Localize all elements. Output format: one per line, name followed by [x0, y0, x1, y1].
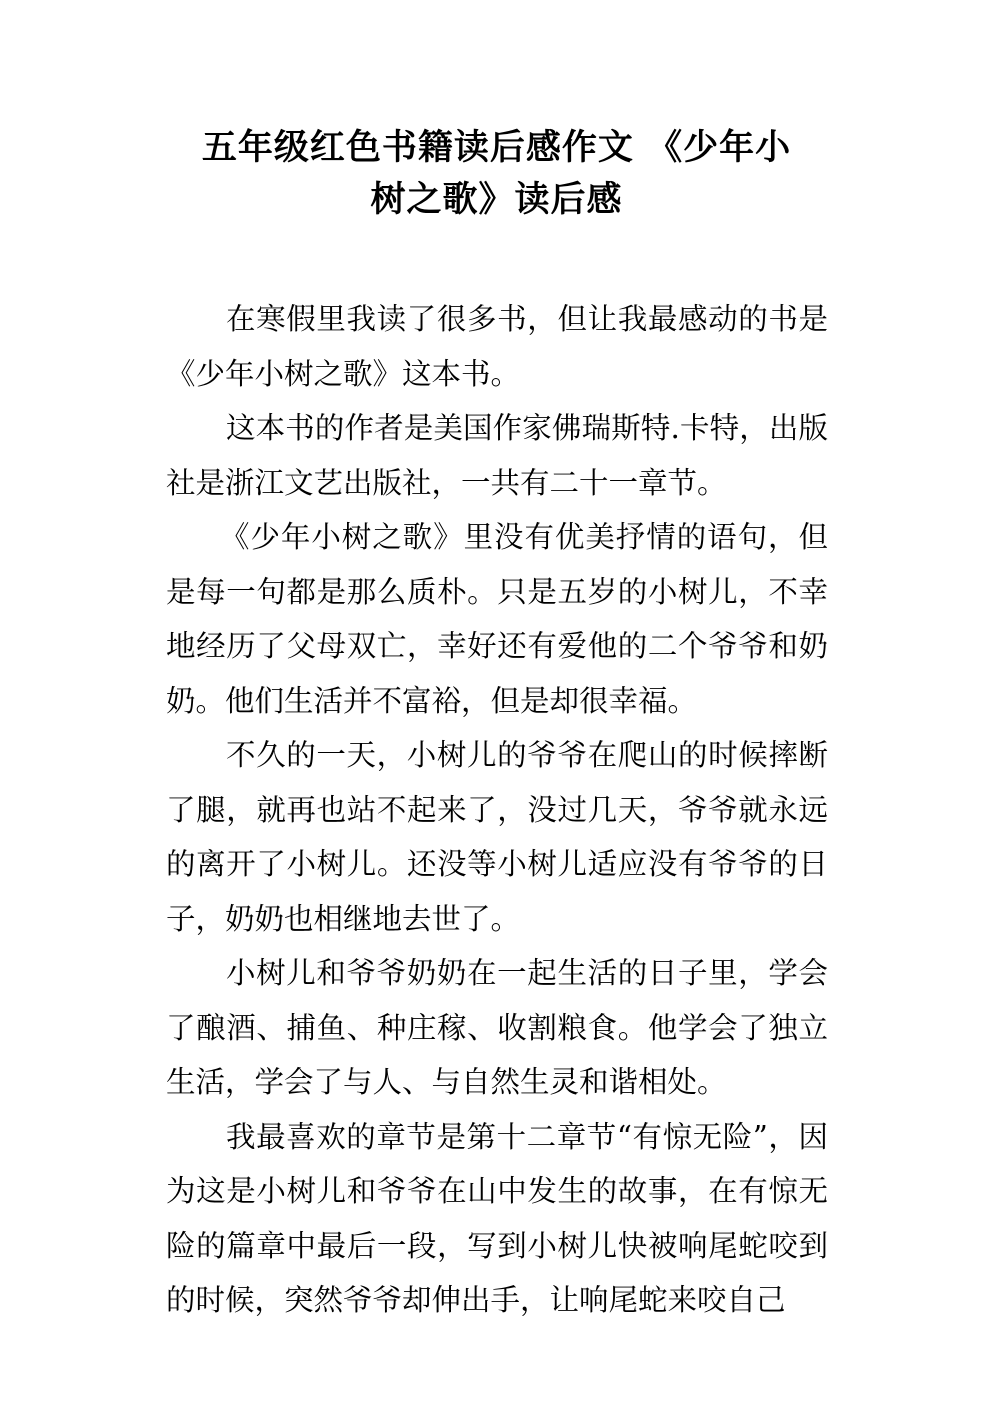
- title-line-1: 五年级红色书籍读后感作文 《少年小: [201, 128, 792, 168]
- title-line-2: 树之歌》读后感: [370, 180, 623, 220]
- paragraph-3: 《少年小树之歌》里没有优美抒情的语句，但是每一句都是那么质朴。只是五岁的小树儿，不幸地经历了父母双亡，幸好还有爱他的二个爷爷和奶奶。他们生活并不富裕，但是却很幸福。: [166, 520, 828, 718]
- paragraph-5: 小树儿和爷爷奶奶在一起生活的日子里，学会了酿酒、捕鱼、种庄稼、收割粮食。他学会了独立生活，学会了与人、与自然生灵和谐相处。: [166, 956, 828, 1099]
- document-body: [166, 292, 828, 1328]
- paragraph-6: 我最喜欢的章节是第十二章节“有惊无险”，因为这是小树儿和爷爷在山中发生的故事，在有惊无险的篇章中最后一段，写到小树儿快被响尾蛇咬到的时候，突然爷爷却伸出手，让响尾蛇来咬自己: [166, 1119, 828, 1317]
- paragraph-4: 不久的一天，小树儿的爷爷在爬山的时候摔断了腿，就再也站不起来了，没过几天，爷爷就永远的离开了小树儿。还没等小树儿适应没有爷爷的日子，奶奶也相继地去世了。: [166, 738, 828, 936]
- paragraph-2: 这本书的作者是美国作家佛瑞斯特.卡特，出版社是浙江文艺出版社，一共有二十一章节。: [166, 411, 828, 500]
- document-title: [160, 122, 833, 226]
- paragraph-1: 在寒假里我读了很多书，但让我最感动的书是《少年小树之歌》这本书。: [166, 302, 828, 391]
